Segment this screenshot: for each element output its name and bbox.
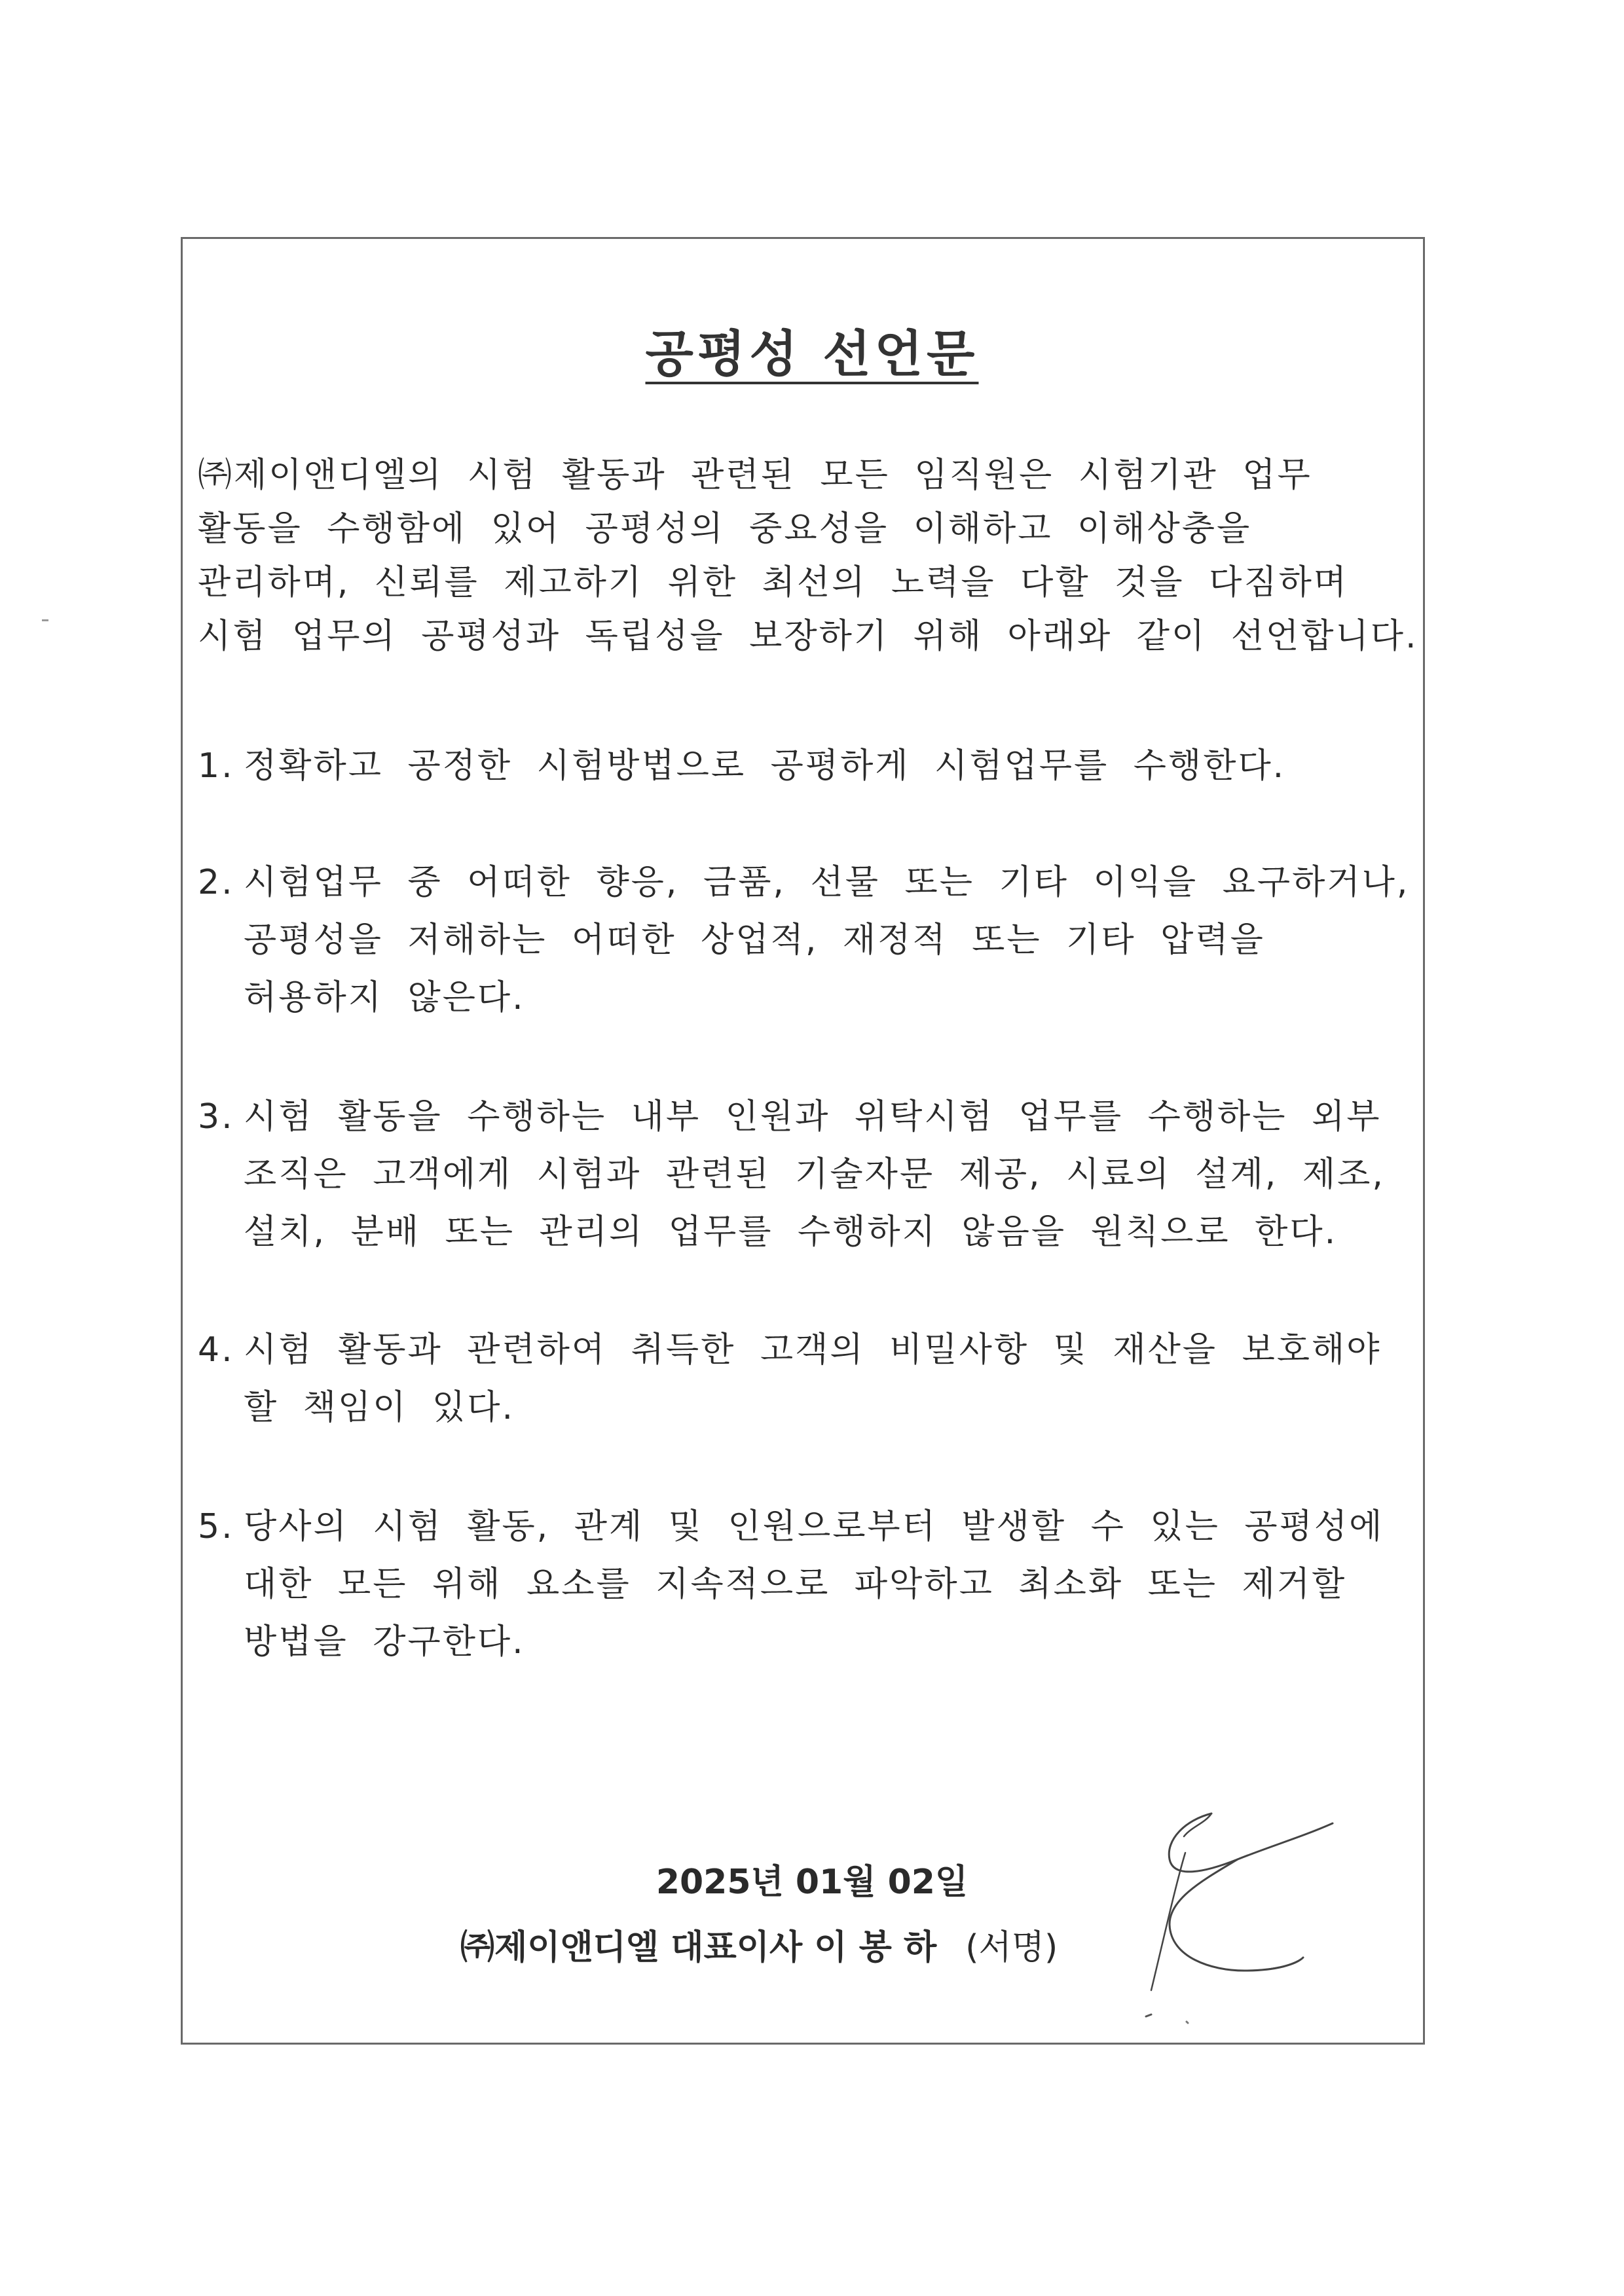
item-line: 방법을 강구한다. bbox=[244, 1622, 525, 1662]
item-line: 정확하고 공정한 시험방법으로 공평하게 시험업무를 수행한다. bbox=[244, 746, 1286, 786]
item-number: 1. bbox=[198, 746, 234, 786]
item-line: 시험 활동과 관련하여 취득한 고객의 비밀사항 및 재산을 보호해야 bbox=[244, 1330, 1382, 1370]
item-line: 시험 활동을 수행하는 내부 인원과 위탁시험 업무를 수행하는 외부 bbox=[244, 1097, 1382, 1137]
document-title: 공평성 선언문 bbox=[645, 325, 979, 383]
intro-line: 활동을 수행함에 있어 공평성의 중요성을 이해하고 이해상충을 bbox=[198, 509, 1252, 549]
intro-line: 시험 업무의 공평성과 독립성을 보장하기 위해 아래와 같이 선언합니다. bbox=[198, 617, 1418, 656]
item-line: 조직은 고객에게 시험과 관련된 기술자문 제공, 시료의 설계, 제조, bbox=[244, 1155, 1385, 1194]
declaration-date: 2025년 01월 02일 bbox=[655, 1863, 969, 1902]
handwritten-signature bbox=[1107, 1774, 1362, 2030]
signatory-line bbox=[460, 1920, 1058, 1969]
item-line: 할 책임이 있다. bbox=[244, 1388, 515, 1427]
item-number: 2. bbox=[198, 863, 234, 902]
item-line: 당사의 시험 활동, 관계 및 인원으로부터 발생할 수 있는 공평성에 bbox=[244, 1507, 1384, 1546]
signature-label: (서명) bbox=[965, 1928, 1058, 1967]
item-number: 4. bbox=[198, 1330, 234, 1370]
item-line: 허용하지 않은다. bbox=[244, 978, 525, 1017]
item-line: 공평성을 저해하는 어떠한 상업적, 재정적 또는 기타 압력을 bbox=[244, 920, 1265, 960]
item-line: 설치, 분배 또는 관리의 업무를 수행하지 않음을 원칙으로 한다. bbox=[244, 1212, 1338, 1252]
item-line: 시험업무 중 어떠한 향응, 금품, 선물 또는 기타 이익을 요구하거나, bbox=[244, 863, 1410, 902]
item-number: 3. bbox=[198, 1097, 234, 1137]
intro-line: ㈜제이앤디엘의 시험 활동과 관련된 모든 임직원은 시험기관 업무 bbox=[198, 456, 1312, 495]
scan-mark bbox=[42, 619, 48, 621]
item-number: 5. bbox=[198, 1507, 234, 1546]
document-border bbox=[181, 237, 1425, 2045]
item-line: 대한 모든 위해 요소를 지속적으로 파악하고 최소화 또는 제거할 bbox=[244, 1565, 1347, 1604]
signatory-name: ㈜제이앤디엘 대표이사 이 봉 하 bbox=[460, 1928, 937, 1967]
intro-line: 관리하며, 신뢰를 제고하기 위한 최선의 노력을 다할 것을 다짐하며 bbox=[198, 563, 1349, 602]
